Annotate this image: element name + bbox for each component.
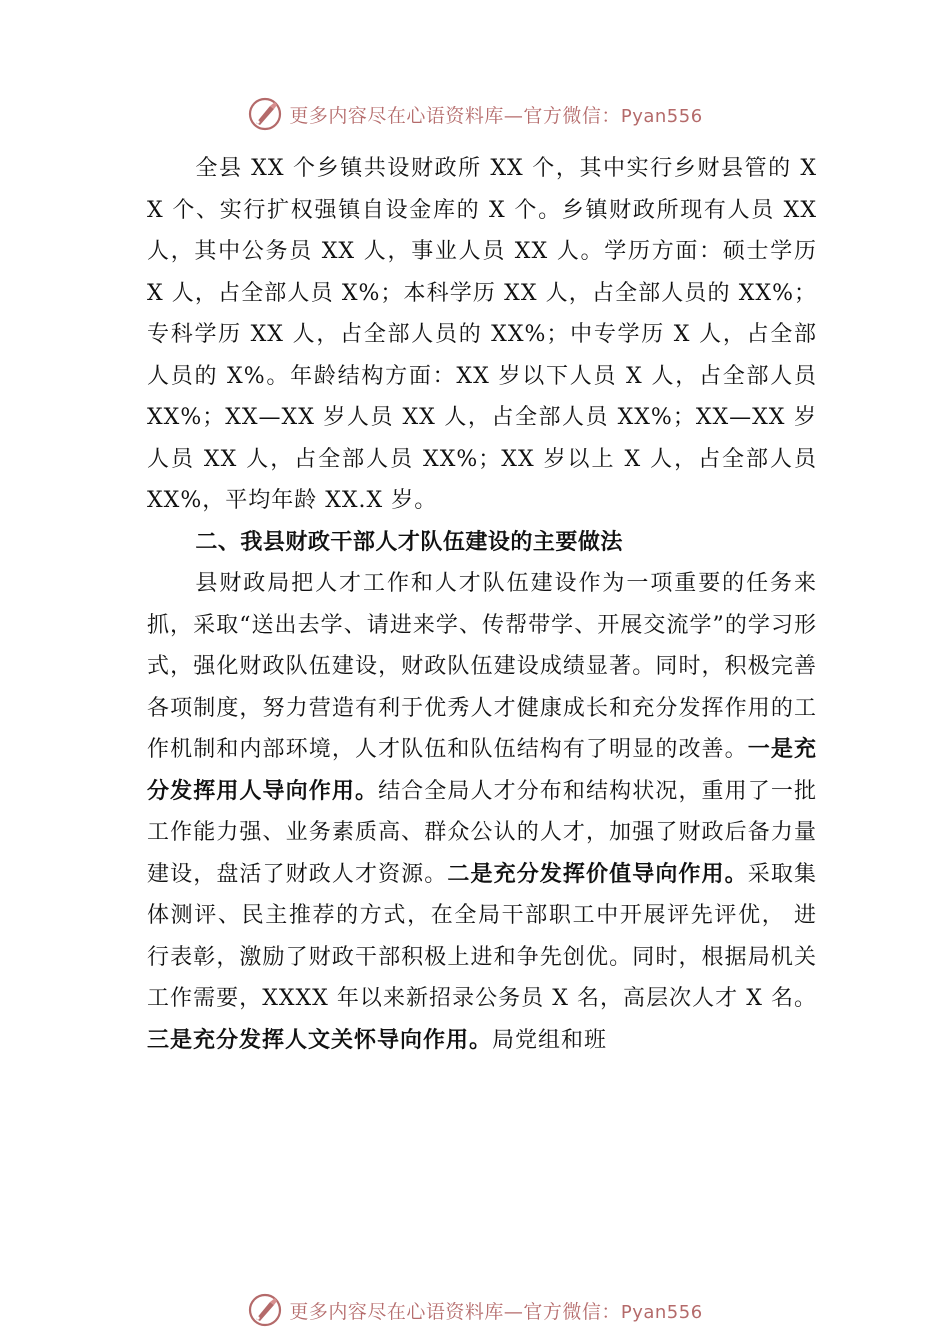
bold-point-2: 二是充分发挥价值导向作用。 <box>447 861 748 887</box>
watermark-handle: Pyan556 <box>620 105 703 127</box>
document-body <box>147 148 817 1061</box>
paragraph-text: 县财政局把人才工作和人才队伍建设作为一项重要的任务来抓，采取“送出去学、请进来学、传帮带学、开展交流学”的学习形式，强化财政队伍建设，财政队伍建设成绩显著。同时，积极完善各项制度，努力营造有利于优秀人才健康成长和充分发挥作用的工作机制和内部环境，人才队伍和队伍结构有了明显的改善。 <box>147 571 817 762</box>
paragraph-text: 采取集体测评、民主推荐的方式，在全局干部职工中开展评先评优， 进行表彰，激励了财政干部积极上进和争先创优。同时，根据局机关工作需要，XXXX 年以来新招录公务员 X 名，高层次人才 X 名。 <box>147 861 817 1011</box>
paragraph-staff-statistics: 全县 XX 个乡镇共设财政所 XX 个，其中实行乡财县管的 XX 个、实行扩权强镇自设金库的 X 个。乡镇财政所现有人员 XX 人，其中公务员 XX 人，事业人员 XX 人。学历方面：硕士学历 X 人，占全部人员 X%；本科学历 XX 人，占全部人员的 XX%；专科学历 XX 人，占全部人员的 XX%；中专学历 X 人，占全部人员的 X%。年龄结构方面：XX 岁以下人员 X 人，占全部人员 XX%；XX—XX 岁人员 XX 人，占全部人员 XX%；XX—XX 岁人员 XX 人，占全部人员 XX%；XX 岁以上 X 人，占全部人员 XX%，平均年龄 XX.X 岁。 <box>147 156 817 513</box>
paragraph-text: 结合全局人才分布和结构状况，重用了一批工作能力强、业务素质高、群众公认的人才，加强了财政后备力量建设，盘活了财政人才资源。 <box>147 778 817 887</box>
section-heading-2: 二、我县财政干部人才队伍建设的主要做法 <box>195 529 623 555</box>
paragraph-text: 局党组和班 <box>492 1027 608 1053</box>
watermark-prefix: 更多内容尽在心语资料库—官方微信： <box>289 1300 621 1323</box>
watermark-prefix: 更多内容尽在心语资料库—官方微信： <box>289 104 621 127</box>
bold-point-3: 三是充分发挥人文关怀导向作用。 <box>147 1027 493 1053</box>
paragraph-main-practices <box>147 563 817 1061</box>
pen-nib-logo-icon <box>247 1292 283 1328</box>
watermark-handle: Pyan556 <box>620 1301 703 1323</box>
watermark-banner-top <box>0 94 950 134</box>
watermark-text <box>289 1297 702 1324</box>
watermark-text <box>289 101 702 128</box>
watermark-banner-bottom <box>0 1290 950 1330</box>
bold-point-1: 一是充分发挥用人导向作用。 <box>147 737 817 804</box>
pen-nib-logo-icon <box>247 96 283 132</box>
